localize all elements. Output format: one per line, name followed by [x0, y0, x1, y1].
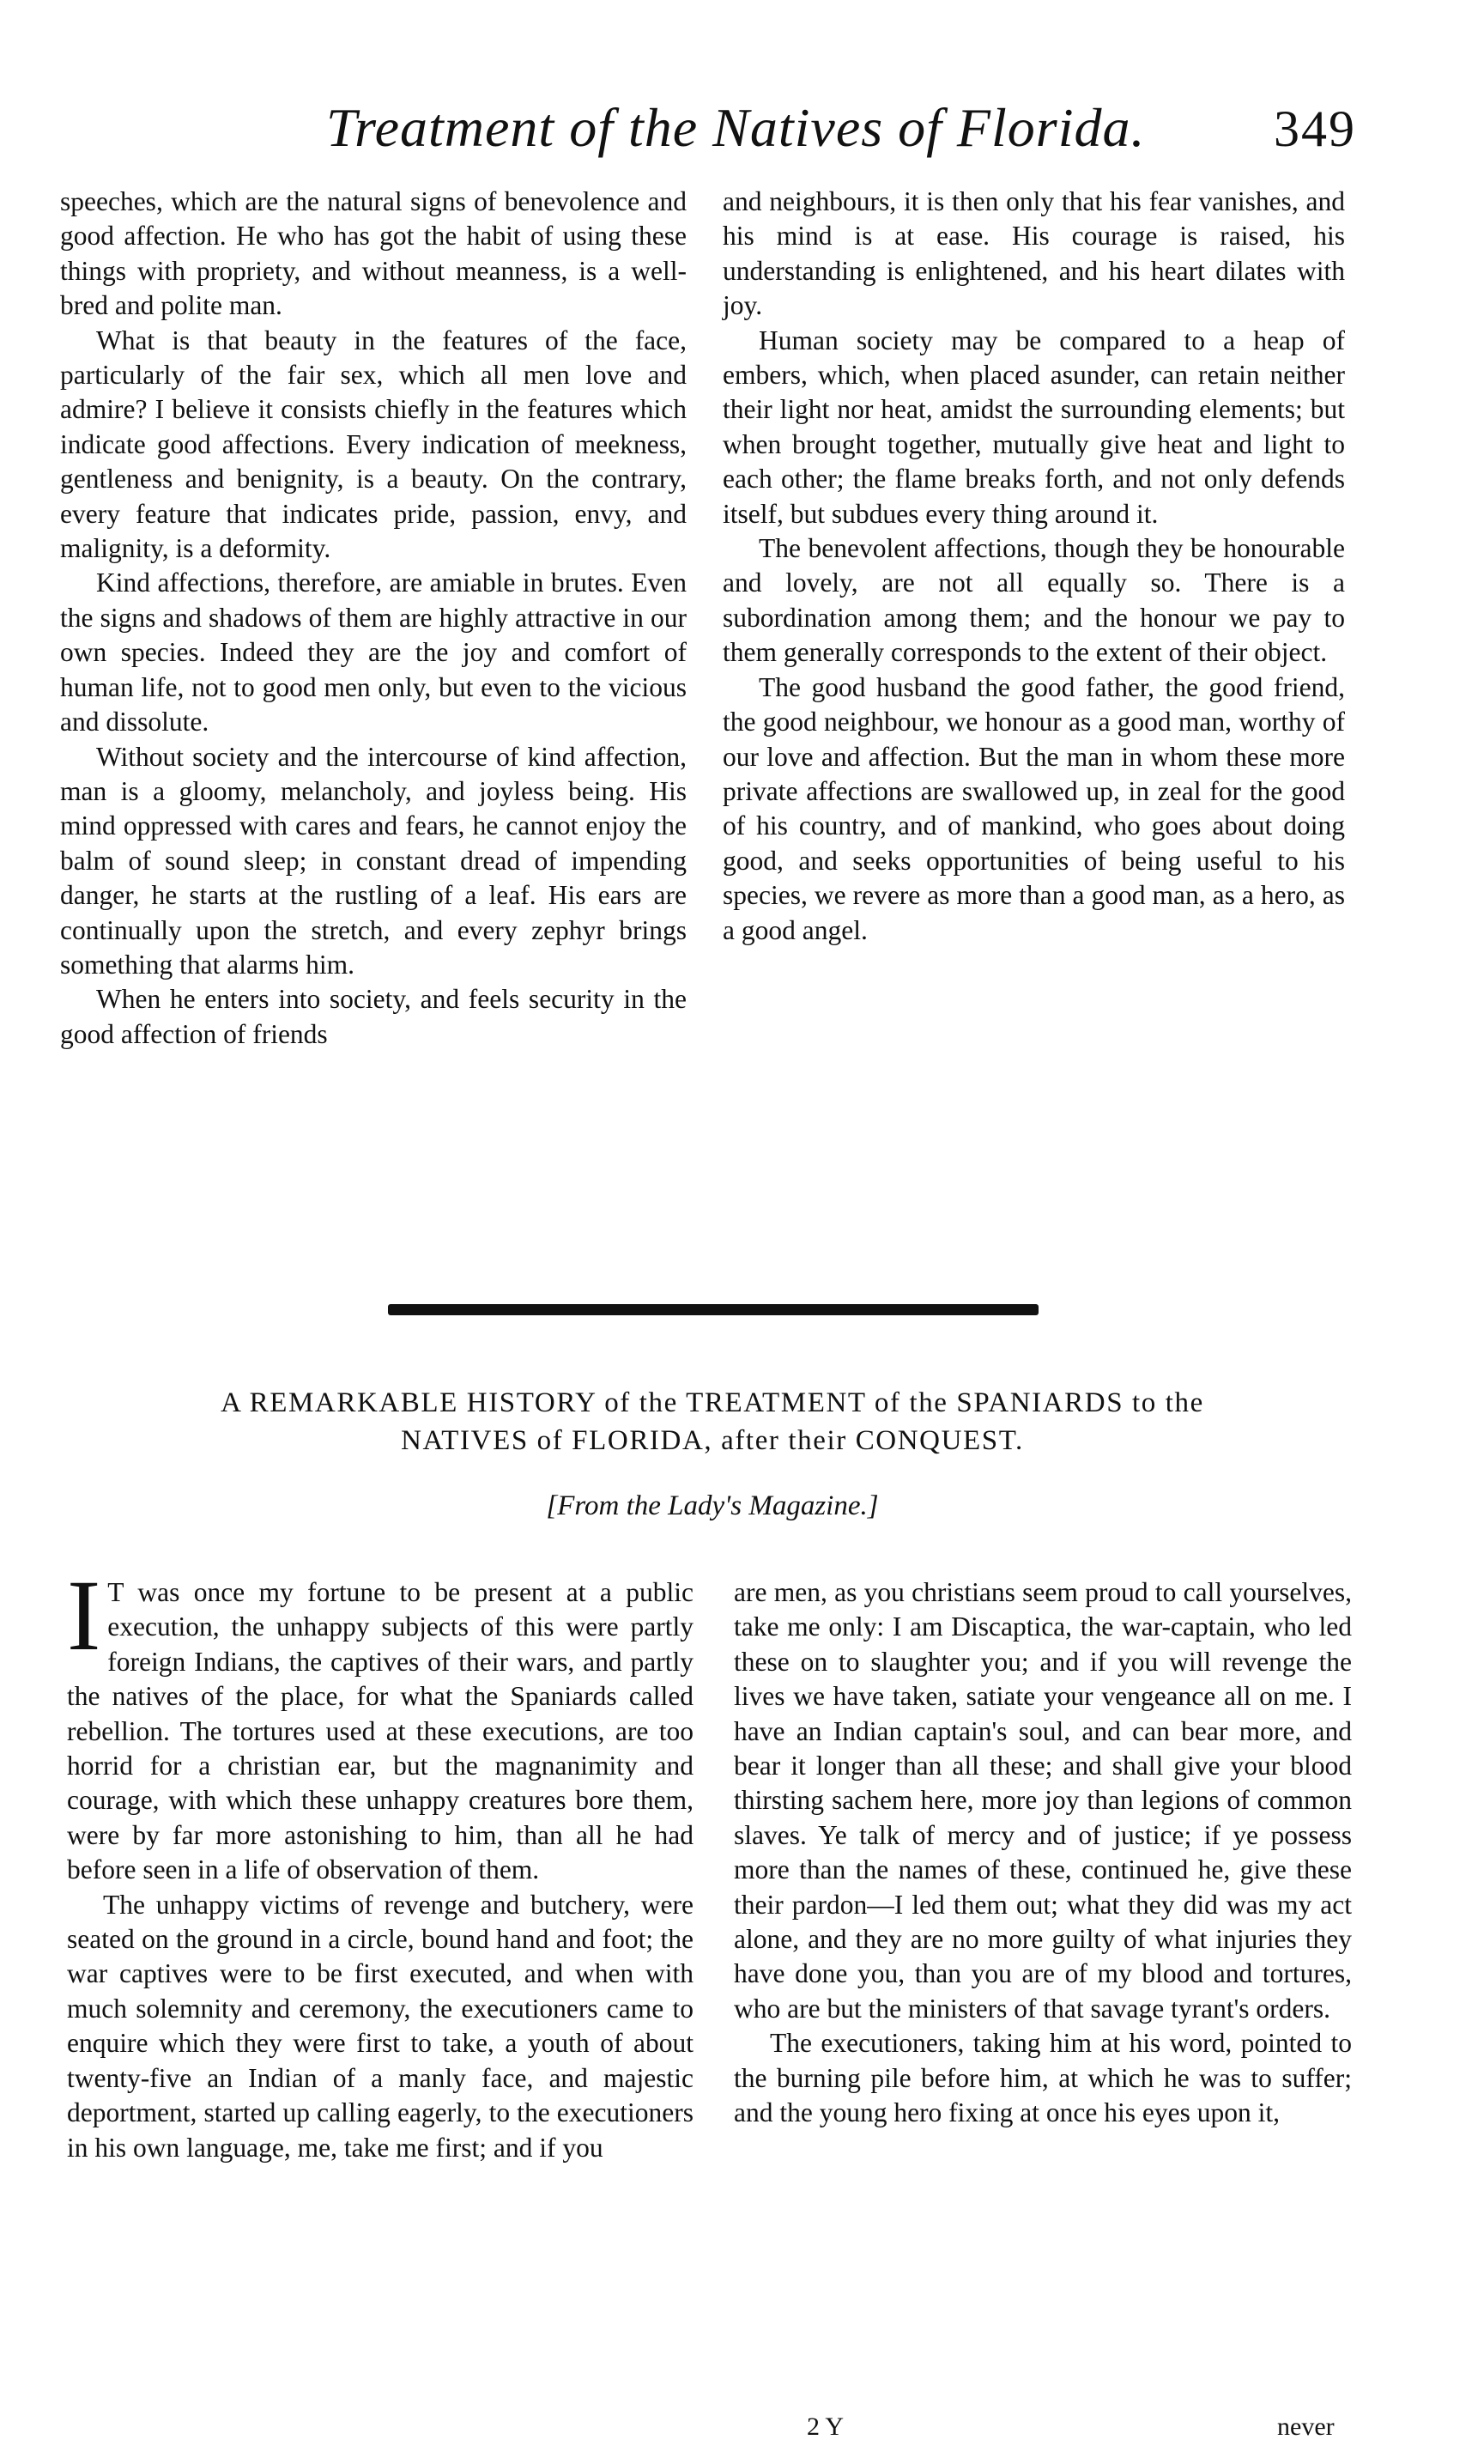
- paragraph: are men, as you christians seem proud to call yourselves, take me only: I am Discaptica, the war-captain, who led these on to slaughter you; and if you will revenge the lives we have taken, satiate your vengeance all on me. I have an Indian captain's soul, and can bear more, and bear it longer than all these; and shall give your blood thirsting sachem here, more joy than legions of common slaves. Ye talk of mercy and of justice; if ye possess more than the names of these, continued he, give these their pardon—I led them out; what they did was my act alone, and they are no more guilty of what injuries they have done you, than you are of my blood and tortures, who are but the ministers of that savage tyrant's orders.: [734, 1577, 1352, 2024]
- paragraph: The benevolent affections, though they be honourable and lovely, are not all equally so. There is a subordination among them; and the honour we pay to them generally corresponds to the extent of their object.: [723, 533, 1345, 668]
- drop-cap: I: [67, 1559, 101, 1672]
- top-left-column: [60, 185, 687, 1052]
- paragraph: Human society may be compared to a heap of embers, which, when placed asunder, can retain neither their light nor heat, amidst the surrounding elements; but when brought together, mutually give heat and light to each other; the flame breaks forth, and not only defends itself, but subdues every thing around it.: [723, 325, 1345, 529]
- paragraph: The unhappy victims of revenge and butchery, were seated on the ground in a circle, bound hand and foot; the war captives were to be first executed, and when with much solemnity and ceremony, the executioners came to enquire which they were first to take, a youth of about twenty-five an Indian of a manly face, and majestic deportment, started up calling eagerly, to the executioners in his own language, me, take me first; and if you: [67, 1889, 694, 2163]
- paragraph: and neighbours, it is then only that his fear vanishes, and his mind is at ease. His courage is raised, his understanding is enlightened, and his heart dilates with joy.: [723, 186, 1345, 321]
- section-divider: [388, 1304, 1039, 1315]
- paragraph: speeches, which are the natural signs of benevolence and good affection. He who has got the habit of using these things with propriety, and without meanness, is a well-bred and polite man.: [60, 186, 687, 321]
- paragraph: The executioners, taking him at his word, pointed to the burning pile before him, at which he was to suffer; and the young hero fixing at once his eyes upon it,: [734, 2028, 1352, 2128]
- page-footer: [0, 2412, 1484, 2447]
- paragraph: [67, 1559, 694, 1888]
- paragraph: What is that beauty in the features of the face, particularly of the fair sex, which all men love and admire? I believe it consists chiefly in the features which indicate good affections. Every indication of meekness, gentleness and benignity, is a beauty. On the contrary, every feature that indicates pride, passion, envy, and malignity, is a deformity.: [60, 325, 687, 564]
- running-header: [326, 96, 1356, 165]
- paragraph: The good husband the good father, the good friend, the good neighbour, we honour as a good man, worthy of our love and affection. But the man in whom these more private affections are swallowed up, in zeal for the good of his country, and of mankind, who goes about doing good, and seeks opportunities of being useful to his species, we revere as more than a good man, as a hero, as a good angel.: [723, 671, 1345, 945]
- paragraph: When he enters into society, and feels security in the good affection of friends: [60, 984, 687, 1049]
- article-title-line-1: A REMARKABLE HISTORY of the TREATMENT of the SPANIARDS to the: [221, 1387, 1204, 1418]
- article-source: [From the Lady's Magazine.]: [546, 1490, 879, 1521]
- article-title: [69, 1384, 1356, 1460]
- article-right-column: [734, 1575, 1352, 2131]
- page-number: 349: [1274, 100, 1356, 157]
- article-title-line-2: NATIVES of FLORIDA, after their CONQUEST.: [401, 1425, 1024, 1456]
- paragraph: Without society and the intercourse of kind affection, man is a gloomy, melancholy, and joyless being. His mind oppressed with cares and fears, he cannot enjoy the balm of sound sleep; in constant dread of impending danger, he starts at the rustling of a leaf. His ears are continually upon the stretch, and every zephyr brings something that alarms him.: [60, 741, 687, 980]
- signature-mark: 2 Y: [807, 2412, 845, 2441]
- paragraph: Kind affections, therefore, are amiable in brutes. Even the signs and shadows of them are highly attractive in our own species. Indeed they are the joy and comfort of human life, not to good men only, but even to the vicious and dissolute.: [60, 567, 687, 737]
- article-left-column: [67, 1559, 694, 2165]
- top-right-column: [723, 185, 1345, 948]
- catchword: never: [1277, 2412, 1335, 2441]
- running-title: Treatment of the Natives of Florida.: [326, 97, 1146, 158]
- paragraph-text: T was once my fortune to be present at a public execution, the unhappy subjects of this were partly foreign Indians, the captives of their wars, and partly the natives of the place, for what the Spaniards called rebellion. The tortures used at these executions, are too horrid for a christian ear, but the magnanimity and courage, with which these unhappy creatures bore them, were by far more astonishing to him, than all he had before seen in a life of observation of them.: [67, 1577, 694, 1885]
